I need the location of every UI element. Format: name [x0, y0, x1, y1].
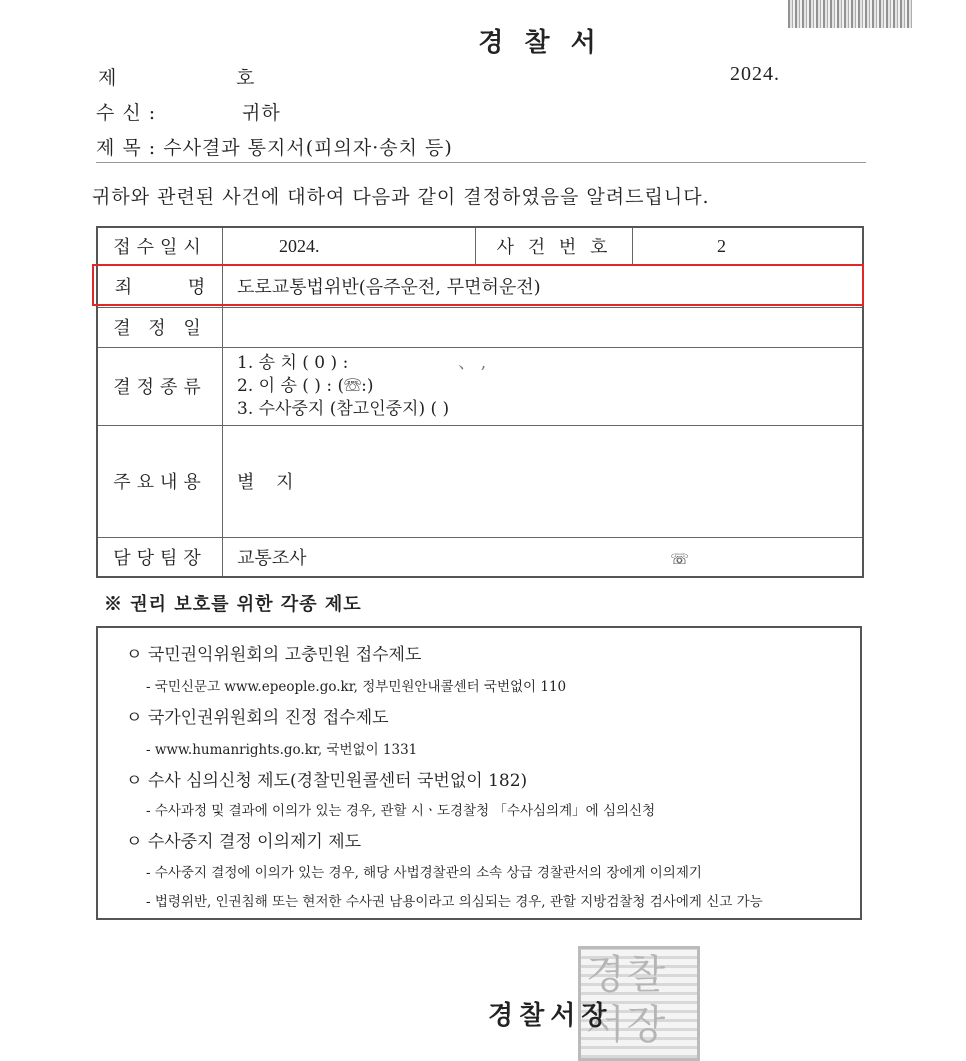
table-row — [97, 425, 863, 537]
charge-highlight-box — [92, 264, 864, 306]
rights-item-2: ㅇ 국가인권위원회의 진정 접수제도 — [126, 708, 389, 728]
decision-date-value — [223, 307, 864, 347]
signature-title: 경찰서장 — [488, 1001, 613, 1031]
case-number-value: 2 — [633, 227, 864, 265]
table-row — [97, 347, 863, 425]
phone-icon: ☏ — [670, 549, 690, 568]
decision-type-value — [223, 347, 864, 425]
decision-date-label: 결 정 일 — [97, 307, 223, 347]
main-content-value: 별 지 — [223, 425, 864, 537]
recipient-label: 수 신 : — [96, 102, 157, 124]
decision-line-3: 3. 수사중지 (참고인중지) ( ) — [237, 398, 450, 419]
rights-item-4: ㅇ 수사중지 결정 이의제기 제도 — [126, 832, 362, 852]
seal-text: 경찰서장 — [586, 952, 668, 1048]
doc-number-suffix: 호 — [236, 67, 256, 89]
rights-item-3: ㅇ 수사 심의신청 제도(경찰민원콜센터 국번없이 182) — [126, 771, 528, 791]
team-name: 교통조사 — [237, 547, 307, 569]
table-row — [97, 227, 863, 265]
doc-number-label: 제 — [98, 67, 118, 89]
rights-item-1: ㅇ 국민권익위원회의 고충민원 접수제도 — [126, 645, 422, 665]
rights-item-4-sub-1: - 수사중지 결정에 이의가 있는 경우, 해당 사법경찰관의 소속 상급 경찰관서의 장에게 이의제기 — [146, 865, 702, 881]
decision-type-label: 결정종류 — [97, 347, 223, 425]
table-row — [97, 537, 863, 577]
receipt-date-value: 2024. — [223, 227, 476, 265]
team-leader-label: 담당팀장 — [97, 537, 223, 577]
recipient-suffix: 귀하 — [242, 102, 281, 124]
receipt-date-label: 접수일시 — [97, 227, 223, 265]
main-content-label: 주요내용 — [97, 425, 223, 537]
rights-title: ※ 권리 보호를 위한 각종 제도 — [104, 594, 362, 615]
rights-item-2-sub: - www.humanrights.go.kr, 국번없이 1331 — [146, 742, 418, 758]
table-row — [97, 307, 863, 347]
decision-line-1: 1. 송 치 ( 0 ) : — [237, 352, 349, 373]
team-leader-value — [223, 537, 864, 577]
header-divider — [96, 162, 866, 163]
charge-label: 죄 명 — [97, 265, 223, 307]
decision-line-1-tail: 、 , — [458, 352, 487, 373]
case-number-label: 사 건 번 호 — [476, 227, 633, 265]
rights-item-1-sub: - 국민신문고 www.epeople.go.kr, 정부민원안내콜센터 국번없이 110 — [146, 679, 567, 695]
rights-item-4-sub-2: - 법령위반, 인권침해 또는 현저한 수사권 남용이라고 의심되는 경우, 관할 지방검찰청 검사에게 신고 가능 — [146, 894, 763, 910]
charge-value: 도로교통법위반(음주운전, 무면허운전) — [223, 265, 864, 307]
decision-line-2: 2. 이 송 ( ) : (☏:) — [237, 375, 374, 396]
subject-line: 제 목 : 수사결과 통지서(피의자·송치 등) — [96, 137, 453, 159]
doc-date: 2024. — [730, 63, 780, 85]
intro-text: 귀하와 관련된 사건에 대하여 다음과 같이 결정하였음을 알려드립니다. — [92, 186, 710, 208]
rights-item-3-sub: - 수사과정 및 결과에 이의가 있는 경우, 관할 시ㆍ도경찰청 「수사심의계」에 심의신청 — [146, 803, 656, 819]
document-title: 경 찰 서 — [478, 28, 602, 58]
